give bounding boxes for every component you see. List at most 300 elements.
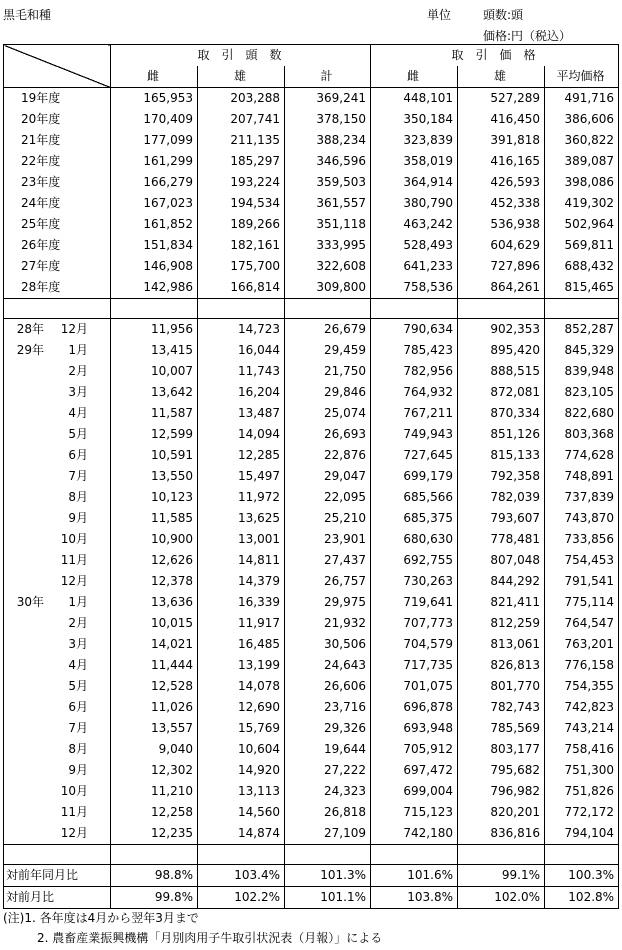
row-label [4, 299, 111, 319]
table-cell: 743,214 [545, 718, 619, 739]
table-cell: 386,606 [545, 109, 619, 130]
table-cell: 764,547 [545, 613, 619, 634]
table-cell: 11,972 [198, 487, 285, 508]
table-cell: 102.8% [545, 887, 619, 909]
table-cell: 11,210 [111, 781, 198, 802]
month-label: 2月 [68, 616, 88, 630]
table-cell: 14,723 [198, 319, 285, 341]
monthly-row [4, 634, 619, 655]
monthly-row [4, 445, 619, 466]
table-cell: 717,735 [371, 655, 458, 676]
table-cell: 388,234 [285, 130, 371, 151]
table-cell: 14,021 [111, 634, 198, 655]
table-cell: 852,287 [545, 319, 619, 341]
table-cell: 864,261 [458, 277, 545, 299]
row-label [4, 739, 111, 760]
table-cell: 27,109 [285, 823, 371, 845]
table-cell: 189,266 [198, 214, 285, 235]
table-cell: 194,534 [198, 193, 285, 214]
table-cell: 11,956 [111, 319, 198, 341]
table-cell: 26,757 [285, 571, 371, 592]
table-cell: 10,015 [111, 613, 198, 634]
table-cell: 166,279 [111, 172, 198, 193]
table-cell: 22,095 [285, 487, 371, 508]
corner-diagonal-cell [4, 45, 111, 88]
table-cell: 175,700 [198, 256, 285, 277]
table-cell: 14,874 [198, 823, 285, 845]
table-cell: 24,323 [285, 781, 371, 802]
month-label: 9月 [68, 763, 88, 777]
monthly-row [4, 550, 619, 571]
table-cell: 416,165 [458, 151, 545, 172]
table-cell: 11,585 [111, 508, 198, 529]
table-cell: 151,834 [111, 235, 198, 256]
month-label: 6月 [68, 700, 88, 714]
table-cell: 902,353 [458, 319, 545, 341]
table-cell [198, 299, 285, 319]
table-cell: 26,606 [285, 676, 371, 697]
table-cell: 10,900 [111, 529, 198, 550]
row-label [4, 361, 111, 382]
month-label: 4月 [68, 406, 88, 420]
table-cell: 764,932 [371, 382, 458, 403]
yearly-row [4, 277, 619, 299]
table-cell: 785,569 [458, 718, 545, 739]
table-cell: 346,596 [285, 151, 371, 172]
row-label [4, 655, 111, 676]
table-cell: 12,302 [111, 760, 198, 781]
table-cell: 751,300 [545, 760, 619, 781]
table-cell: 13,199 [198, 655, 285, 676]
table-cell: 705,912 [371, 739, 458, 760]
table-cell: 491,716 [545, 88, 619, 110]
month-label: 3月 [68, 637, 88, 651]
table-cell: 19,644 [285, 739, 371, 760]
table-cell: 803,368 [545, 424, 619, 445]
ratio-row [4, 865, 619, 887]
table-cell: 699,179 [371, 466, 458, 487]
table-cell: 826,813 [458, 655, 545, 676]
table-cell: 836,816 [458, 823, 545, 845]
table-cell: 333,995 [285, 235, 371, 256]
table-cell: 844,292 [458, 571, 545, 592]
row-label [4, 382, 111, 403]
table-cell [285, 845, 371, 865]
unit-price: 価格:円（税込） [483, 29, 572, 43]
row-label [4, 487, 111, 508]
table-cell: 701,075 [371, 676, 458, 697]
row-label [4, 718, 111, 739]
table-cell: 360,822 [545, 130, 619, 151]
table-cell: 697,472 [371, 760, 458, 781]
table-cell: 794,104 [545, 823, 619, 845]
month-label: 10月 [60, 784, 88, 798]
monthly-row [4, 403, 619, 424]
table-cell: 815,133 [458, 445, 545, 466]
monthly-row [4, 319, 619, 341]
table-cell: 24,643 [285, 655, 371, 676]
month-label: 12月 [60, 574, 88, 588]
row-label [4, 403, 111, 424]
row-label [4, 172, 111, 193]
month-label: 11月 [60, 805, 88, 819]
month-label: 7月 [68, 469, 88, 483]
table-cell: 730,263 [371, 571, 458, 592]
table-cell: 29,459 [285, 340, 371, 361]
table-cell: 14,811 [198, 550, 285, 571]
table-cell: 13,113 [198, 781, 285, 802]
table-cell: 13,557 [111, 718, 198, 739]
table-cell [285, 299, 371, 319]
monthly-row [4, 676, 619, 697]
col-header-male-heads: 雄 [198, 66, 285, 88]
yearly-row [4, 214, 619, 235]
table-cell [371, 845, 458, 865]
month-label: 11月 [60, 553, 88, 567]
table-cell: 527,289 [458, 88, 545, 110]
row-label [4, 613, 111, 634]
table-cell: 823,105 [545, 382, 619, 403]
table-cell: 733,856 [545, 529, 619, 550]
table-cell: 15,497 [198, 466, 285, 487]
table-cell: 170,409 [111, 109, 198, 130]
row-label [4, 781, 111, 802]
table-cell: 14,560 [198, 802, 285, 823]
table-cell: 99.1% [458, 865, 545, 887]
table-cell: 536,938 [458, 214, 545, 235]
table-cell: 16,485 [198, 634, 285, 655]
table-cell: 10,604 [198, 739, 285, 760]
table-cell: 775,114 [545, 592, 619, 613]
table-cell: 796,982 [458, 781, 545, 802]
col-header-total-heads: 計 [285, 66, 371, 88]
table-cell: 16,339 [198, 592, 285, 613]
monthly-row [4, 592, 619, 613]
table-cell: 185,297 [198, 151, 285, 172]
table-cell [458, 845, 545, 865]
month-label: 2月 [68, 364, 88, 378]
table-cell: 309,800 [285, 277, 371, 299]
table-cell: 369,241 [285, 88, 371, 110]
table-cell: 26,818 [285, 802, 371, 823]
row-label [4, 697, 111, 718]
table-cell: 207,741 [198, 109, 285, 130]
table-cell: 782,039 [458, 487, 545, 508]
table-cell: 323,839 [371, 130, 458, 151]
table-cell: 11,917 [198, 613, 285, 634]
table-cell: 696,878 [371, 697, 458, 718]
monthly-row [4, 508, 619, 529]
monthly-row [4, 571, 619, 592]
month-label: 7月 [68, 721, 88, 735]
row-label [4, 823, 111, 845]
table-cell: 10,591 [111, 445, 198, 466]
table-cell: 801,770 [458, 676, 545, 697]
table-cell: 14,094 [198, 424, 285, 445]
table-cell: 604,629 [458, 235, 545, 256]
group-header-heads: 取 引 頭 数 [111, 45, 371, 67]
fiscal-year-label: 22年度 [21, 154, 61, 168]
table-cell: 641,233 [371, 256, 458, 277]
table-cell: 803,177 [458, 739, 545, 760]
month-label: 6月 [68, 448, 88, 462]
month-label: 3月 [68, 385, 88, 399]
group-header-prices: 取 引 価 格 [371, 45, 619, 67]
table-cell: 25,210 [285, 508, 371, 529]
row-label [4, 529, 111, 550]
table-cell: 10,123 [111, 487, 198, 508]
monthly-row [4, 781, 619, 802]
notes [3, 908, 382, 948]
monthly-row [4, 802, 619, 823]
table-cell: 767,211 [371, 403, 458, 424]
table-cell: 754,355 [545, 676, 619, 697]
table-cell: 785,423 [371, 340, 458, 361]
month-label: 5月 [68, 679, 88, 693]
table-cell: 100.3% [545, 865, 619, 887]
spacer-row [4, 299, 619, 319]
table-cell: 203,288 [198, 88, 285, 110]
table-cell: 193,224 [198, 172, 285, 193]
table-cell: 12,599 [111, 424, 198, 445]
row-label [4, 445, 111, 466]
table-cell: 391,818 [458, 130, 545, 151]
month-label: 10月 [60, 532, 88, 546]
table-cell: 758,536 [371, 277, 458, 299]
table-cell: 364,914 [371, 172, 458, 193]
table-cell: 772,172 [545, 802, 619, 823]
month-label: 8月 [68, 490, 88, 504]
row-label [4, 319, 111, 341]
table-cell: 748,891 [545, 466, 619, 487]
monthly-row [4, 424, 619, 445]
monthly-row [4, 613, 619, 634]
table-cell: 813,061 [458, 634, 545, 655]
yearly-row [4, 235, 619, 256]
unit-heads: 頭数:頭 [483, 8, 524, 22]
table-cell: 13,636 [111, 592, 198, 613]
table-cell: 569,811 [545, 235, 619, 256]
table-cell: 16,204 [198, 382, 285, 403]
yearly-row [4, 151, 619, 172]
table-cell: 358,019 [371, 151, 458, 172]
table-cell: 30,506 [285, 634, 371, 655]
table-cell: 21,932 [285, 613, 371, 634]
row-label [4, 151, 111, 172]
table-cell: 350,184 [371, 109, 458, 130]
table-cell: 361,557 [285, 193, 371, 214]
table-cell: 13,487 [198, 403, 285, 424]
table-cell: 795,682 [458, 760, 545, 781]
table-cell: 895,420 [458, 340, 545, 361]
table-cell: 822,680 [545, 403, 619, 424]
month-label: 1月 [68, 595, 88, 609]
yearly-row [4, 88, 619, 110]
table-cell: 426,593 [458, 172, 545, 193]
table-cell: 774,628 [545, 445, 619, 466]
table-cell: 12,378 [111, 571, 198, 592]
table-cell: 737,839 [545, 487, 619, 508]
table-cell: 463,242 [371, 214, 458, 235]
table-cell: 888,515 [458, 361, 545, 382]
table-cell [111, 845, 198, 865]
table-cell: 793,607 [458, 508, 545, 529]
table-cell: 23,901 [285, 529, 371, 550]
monthly-row [4, 361, 619, 382]
yearly-row [4, 172, 619, 193]
monthly-row [4, 718, 619, 739]
table-cell: 359,503 [285, 172, 371, 193]
yearly-row [4, 130, 619, 151]
table-cell: 29,047 [285, 466, 371, 487]
table-cell: 754,453 [545, 550, 619, 571]
fiscal-year-label: 28年度 [21, 280, 61, 294]
fiscal-year-label: 21年度 [21, 133, 61, 147]
fiscal-year-label: 27年度 [21, 259, 61, 273]
row-label [4, 214, 111, 235]
row-label [4, 634, 111, 655]
table-cell: 12,690 [198, 697, 285, 718]
row-label [4, 760, 111, 781]
table-cell: 165,953 [111, 88, 198, 110]
table-cell: 12,528 [111, 676, 198, 697]
table-cell: 821,411 [458, 592, 545, 613]
month-label: 8月 [68, 742, 88, 756]
table-cell: 166,814 [198, 277, 285, 299]
year-label: 28年 [16, 322, 44, 336]
row-label [4, 676, 111, 697]
table-cell: 103.8% [371, 887, 458, 909]
monthly-row [4, 529, 619, 550]
table-cell: 528,493 [371, 235, 458, 256]
yearly-row [4, 193, 619, 214]
month-label: 1月 [68, 343, 88, 357]
table-cell: 782,743 [458, 697, 545, 718]
table-cell: 13,625 [198, 508, 285, 529]
table-cell: 101.3% [285, 865, 371, 887]
table-cell: 27,437 [285, 550, 371, 571]
row-label [4, 130, 111, 151]
table-cell: 146,908 [111, 256, 198, 277]
table-cell: 776,158 [545, 655, 619, 676]
table-cell: 142,986 [111, 277, 198, 299]
row-label [4, 88, 111, 110]
unit-label: 単位 [427, 8, 452, 22]
table-cell: 807,048 [458, 550, 545, 571]
table-cell: 839,948 [545, 361, 619, 382]
table-cell: 15,769 [198, 718, 285, 739]
cattle-trade-table [3, 44, 619, 909]
table-cell: 699,004 [371, 781, 458, 802]
fiscal-year-label: 26年度 [21, 238, 61, 252]
table-cell: 743,870 [545, 508, 619, 529]
yearly-row [4, 109, 619, 130]
table-cell: 13,415 [111, 340, 198, 361]
month-label: 4月 [68, 658, 88, 672]
table-cell: 872,081 [458, 382, 545, 403]
table-title: 黒毛和種 [3, 8, 52, 22]
col-header-male-price: 雄 [458, 66, 545, 88]
table-cell: 751,826 [545, 781, 619, 802]
table-cell: 727,645 [371, 445, 458, 466]
table-cell: 29,975 [285, 592, 371, 613]
row-label [4, 109, 111, 130]
table-cell: 12,285 [198, 445, 285, 466]
table-cell: 790,634 [371, 319, 458, 341]
table-cell: 685,375 [371, 508, 458, 529]
table-cell [545, 299, 619, 319]
table-cell: 820,201 [458, 802, 545, 823]
year-label: 29年 [16, 343, 44, 357]
table-cell: 99.8% [111, 887, 198, 909]
row-label [4, 550, 111, 571]
table-cell: 14,379 [198, 571, 285, 592]
table-cell: 177,099 [111, 130, 198, 151]
table-cell: 692,755 [371, 550, 458, 571]
table-cell: 211,135 [198, 130, 285, 151]
table-cell: 719,641 [371, 592, 458, 613]
row-label [4, 277, 111, 299]
ratio-row [4, 887, 619, 909]
table-cell: 13,642 [111, 382, 198, 403]
table-cell: 792,358 [458, 466, 545, 487]
table-cell: 398,086 [545, 172, 619, 193]
monthly-row [4, 760, 619, 781]
table-cell: 14,920 [198, 760, 285, 781]
table-cell: 727,896 [458, 256, 545, 277]
fiscal-year-label: 19年度 [21, 91, 61, 105]
table-cell: 23,716 [285, 697, 371, 718]
table-cell: 389,087 [545, 151, 619, 172]
table-cell: 161,852 [111, 214, 198, 235]
yearly-row [4, 256, 619, 277]
monthly-row [4, 697, 619, 718]
table-cell: 26,679 [285, 319, 371, 341]
table-cell: 707,773 [371, 613, 458, 634]
monthly-row [4, 382, 619, 403]
table-cell: 693,948 [371, 718, 458, 739]
table-cell: 102.0% [458, 887, 545, 909]
note-1: (注)1. 各年度は4月から翌年3月まで [3, 911, 199, 925]
col-header-average-price: 平均価格 [545, 66, 619, 88]
table-cell: 378,150 [285, 109, 371, 130]
table-cell [111, 299, 198, 319]
col-header-female-price: 雌 [371, 66, 458, 88]
row-label: 対前年同月比 [4, 865, 111, 887]
table-cell: 25,074 [285, 403, 371, 424]
table-cell: 502,964 [545, 214, 619, 235]
table-cell: 448,101 [371, 88, 458, 110]
table-cell: 22,876 [285, 445, 371, 466]
table-cell: 13,001 [198, 529, 285, 550]
table-cell: 27,222 [285, 760, 371, 781]
table-cell: 16,044 [198, 340, 285, 361]
table-cell: 11,587 [111, 403, 198, 424]
table-cell: 778,481 [458, 529, 545, 550]
table-cell [371, 299, 458, 319]
table-cell: 685,566 [371, 487, 458, 508]
table-cell: 758,416 [545, 739, 619, 760]
table-cell: 182,161 [198, 235, 285, 256]
table-cell: 742,823 [545, 697, 619, 718]
month-label: 5月 [68, 427, 88, 441]
monthly-row [4, 823, 619, 845]
row-label [4, 256, 111, 277]
table-cell [545, 845, 619, 865]
table-cell: 161,299 [111, 151, 198, 172]
table-cell: 351,118 [285, 214, 371, 235]
table-cell: 98.8% [111, 865, 198, 887]
